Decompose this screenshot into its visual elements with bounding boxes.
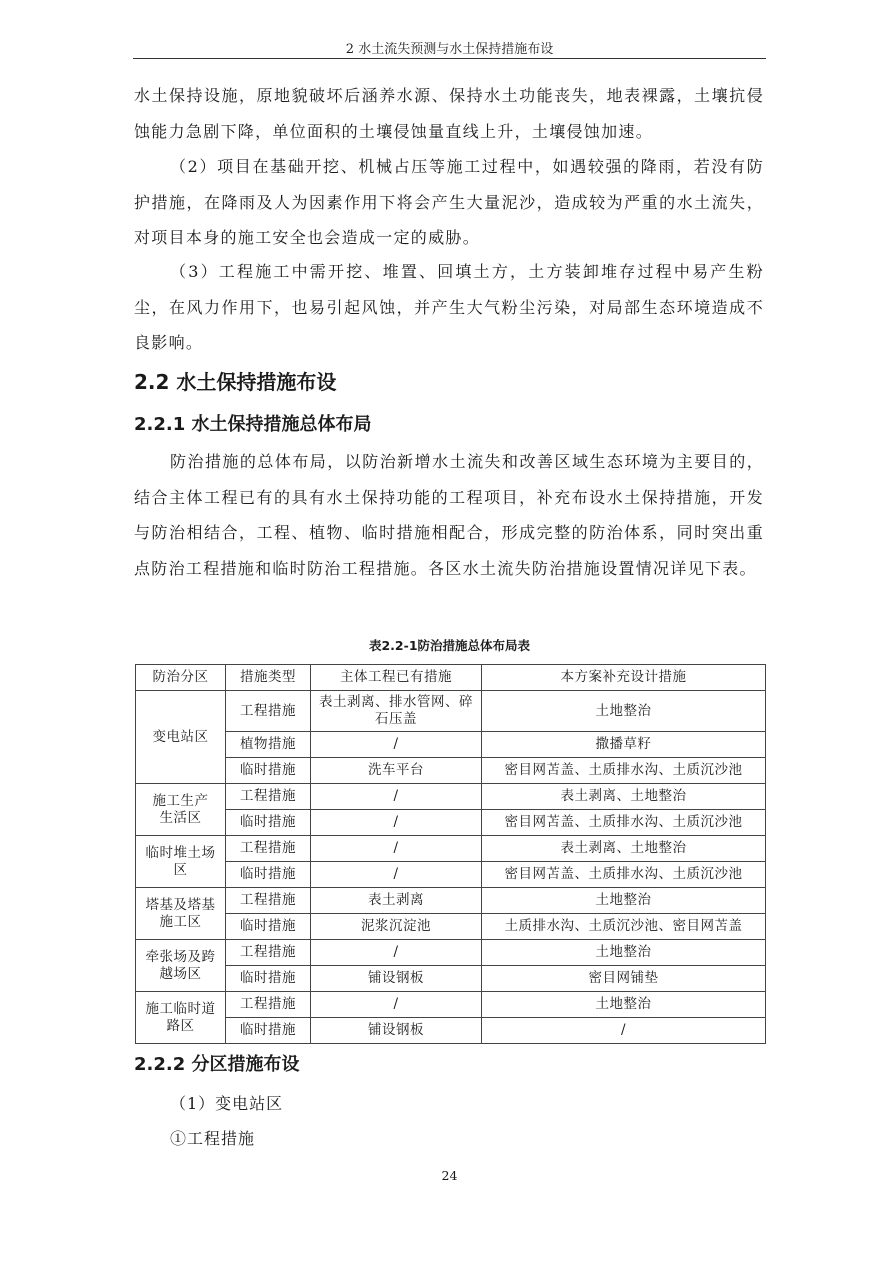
section-heading-2-2-1: 2.2.1 水土保持措施总体布局 (134, 414, 372, 435)
page-number: 24 (441, 1168, 458, 1183)
type-cell: 工程措施 (226, 940, 311, 966)
existing-cell: 洗车平台 (311, 758, 482, 784)
table-row (136, 784, 766, 810)
measures-layout-table (135, 664, 766, 1044)
table-row (136, 732, 766, 758)
paragraph-overall-layout: 防治措施的总体布局，以防治新增水土流失和改善区域生态环境为主要目的，结合主体工程已有的具有水土保持功能的工程项目，补充布设水土保持措施，开发与防治相结合，工程、植物、临时措施相配合，形成完整的防治体系，同时突出重点防治工程措施和临时防治工程措施。各区水土流失防治措施设置情况详见下表。 (134, 452, 764, 578)
added-cell: 土地整治 (482, 992, 766, 1018)
type-cell: 临时措施 (226, 758, 311, 784)
header-added: 本方案补充设计措施 (482, 665, 766, 691)
header-type: 措施类型 (226, 665, 311, 691)
type-cell: 工程措施 (226, 691, 311, 732)
existing-cell: / (311, 862, 482, 888)
table-row (136, 862, 766, 888)
header-zone: 防治分区 (136, 665, 226, 691)
table-caption: 表2.2-1防治措施总体布局表 (368, 638, 531, 653)
existing-cell: 泥浆沉淀池 (311, 914, 482, 940)
table-row (136, 966, 766, 992)
paragraph-item-2: （2）项目在基础开挖、机械占压等施工过程中，如遇较强的降雨，若没有防护措施，在降雨及人为因素作用下将会产生大量泥沙，造成较为严重的水土流失，对项目本身的施工安全也会造成一定的威胁。 (134, 157, 764, 247)
added-cell: 表土剥离、土地整治 (482, 784, 766, 810)
zone-cell: 牵张场及跨越场区 (136, 940, 226, 992)
zone-cell: 施工生产生活区 (136, 784, 226, 836)
table-row (136, 888, 766, 914)
zone-cell: 变电站区 (136, 691, 226, 784)
added-cell: 撒播草籽 (482, 732, 766, 758)
existing-cell: / (311, 732, 482, 758)
type-cell: 工程措施 (226, 784, 311, 810)
added-cell: 土地整治 (482, 888, 766, 914)
table-row (136, 810, 766, 836)
added-cell: 密目网苫盖、土质排水沟、土质沉沙池 (482, 862, 766, 888)
type-cell: 临时措施 (226, 810, 311, 836)
added-cell: 土地整治 (482, 940, 766, 966)
added-cell: 土质排水沟、土质沉沙池、密目网苫盖 (482, 914, 766, 940)
table-row (136, 992, 766, 1018)
table-header-row (136, 665, 766, 691)
added-cell: 表土剥离、土地整治 (482, 836, 766, 862)
type-cell: 临时措施 (226, 966, 311, 992)
header-divider (133, 58, 766, 59)
existing-cell: 铺设钢板 (311, 966, 482, 992)
existing-cell: / (311, 784, 482, 810)
zone-cell: 塔基及塔基施工区 (136, 888, 226, 940)
subsection-substation: （1）变电站区 (170, 1094, 284, 1113)
existing-cell: 表土剥离 (311, 888, 482, 914)
header-existing: 主体工程已有措施 (311, 665, 482, 691)
existing-cell: 铺设钢板 (311, 1018, 482, 1044)
existing-cell: 表土剥离、排水管网、碎石压盖 (311, 691, 482, 732)
added-cell: 密目网苫盖、土质排水沟、土质沉沙池 (482, 758, 766, 784)
type-cell: 植物措施 (226, 732, 311, 758)
subsection-engineering-measures: ①工程措施 (170, 1129, 256, 1148)
added-cell: 密目网苫盖、土质排水沟、土质沉沙池 (482, 810, 766, 836)
running-header: 2 水土流失预测与水土保持措施布设 (345, 42, 554, 57)
section-heading-2-2-2: 2.2.2 分区措施布设 (134, 1054, 300, 1075)
type-cell: 工程措施 (226, 888, 311, 914)
table-row (136, 1018, 766, 1044)
table-row (136, 691, 766, 732)
added-cell: / (482, 1018, 766, 1044)
existing-cell: / (311, 940, 482, 966)
zone-cell: 临时堆土场区 (136, 836, 226, 888)
type-cell: 临时措施 (226, 1018, 311, 1044)
table-row (136, 914, 766, 940)
added-cell: 土地整治 (482, 691, 766, 732)
paragraph-item-3: （3）工程施工中需开挖、堆置、回填土方，土方装卸堆存过程中易产生粉尘，在风力作用下，也易引起风蚀，并产生大气粉尘污染，对局部生态环境造成不良影响。 (134, 262, 764, 352)
type-cell: 工程措施 (226, 836, 311, 862)
type-cell: 工程措施 (226, 992, 311, 1018)
table-row (136, 836, 766, 862)
type-cell: 临时措施 (226, 914, 311, 940)
existing-cell: / (311, 992, 482, 1018)
section-heading-2-2: 2.2 水土保持措施布设 (134, 370, 337, 394)
table-row (136, 940, 766, 966)
table-row (136, 758, 766, 784)
existing-cell: / (311, 810, 482, 836)
added-cell: 密目网铺垫 (482, 966, 766, 992)
zone-cell: 施工临时道路区 (136, 992, 226, 1044)
type-cell: 临时措施 (226, 862, 311, 888)
existing-cell: / (311, 836, 482, 862)
paragraph-continuation: 水土保持设施，原地貌破坏后涵养水源、保持水土功能丧失，地表裸露，土壤抗侵蚀能力急剧下降，单位面积的土壤侵蚀量直线上升，土壤侵蚀加速。 (134, 86, 764, 141)
